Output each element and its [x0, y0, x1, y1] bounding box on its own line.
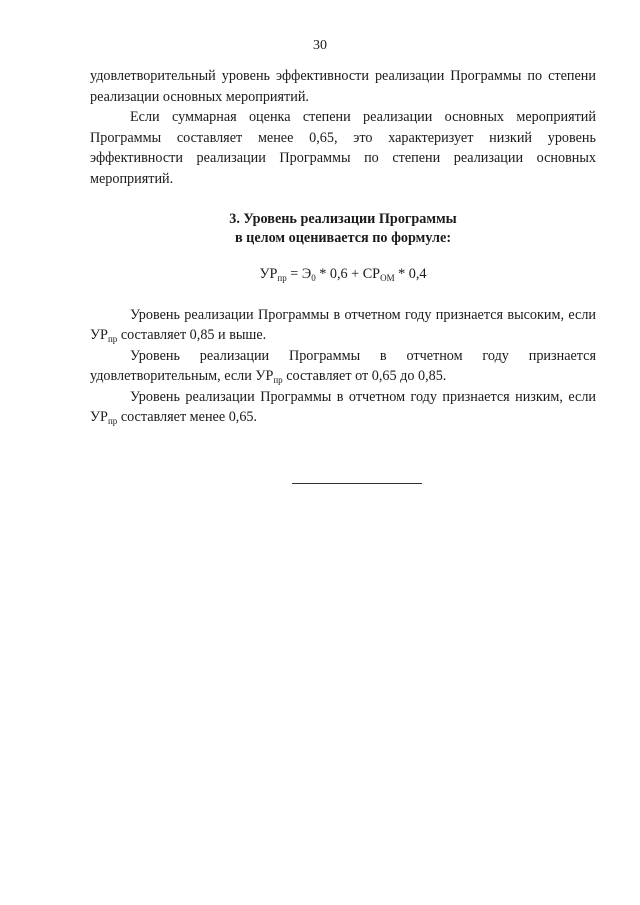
- section-heading: [90, 210, 596, 248]
- low-text-a: Уровень реализации Программы в отчетном году признается низким, если УР: [90, 388, 596, 425]
- formula-eq-e: = Э: [286, 266, 312, 282]
- document-body: [90, 66, 596, 428]
- low-text-b: составляет менее 0,65.: [117, 409, 258, 425]
- low-subscript: пр: [107, 416, 118, 426]
- formula-ur-subscript: пр: [277, 273, 287, 283]
- page-number: 30: [313, 38, 327, 53]
- paragraph-low-level: [90, 387, 596, 428]
- formula-tail: * 0,4: [394, 266, 427, 282]
- mid-text-b: составляет от 0,65 до 0,85.: [282, 368, 447, 384]
- paragraph-high-level: [90, 305, 596, 346]
- closing-divider: [292, 483, 422, 484]
- formula-ur: УР: [259, 266, 278, 282]
- formula-e-subscript: 0: [311, 273, 316, 283]
- formula-mid: * 0,6 + СР: [315, 266, 381, 282]
- high-text-a: Уровень реализации Программы в отчетном году признается высоким, если УР: [90, 306, 596, 343]
- section-heading-line2: в целом оценивается по формуле:: [234, 230, 452, 246]
- section-heading-line1: 3. Уровень реализации Программы: [229, 211, 457, 227]
- paragraph-low-efficiency: Если суммарная оценка степени реализации основных мероприятий Программы составляет менее 0,65, это характеризует низкий уровень эффективности реализации Программы по степени реализации основных мероприятий.: [90, 109, 596, 187]
- paragraph-continuation: удовлетворительный уровень эффективности реализации Программы по степени реализации основных мероприятий.: [90, 68, 596, 105]
- mid-subscript: пр: [273, 375, 283, 385]
- formula-sr-subscript: ОМ: [380, 273, 395, 283]
- high-text-b: составляет 0,85 и выше.: [117, 327, 267, 343]
- high-subscript: пр: [107, 334, 118, 344]
- paragraph-satisfactory-level: [90, 346, 596, 387]
- mid-text-a: Уровень реализации Программы в отчетном году признается удовлетворительным, если УР: [90, 347, 596, 384]
- formula: [90, 264, 596, 285]
